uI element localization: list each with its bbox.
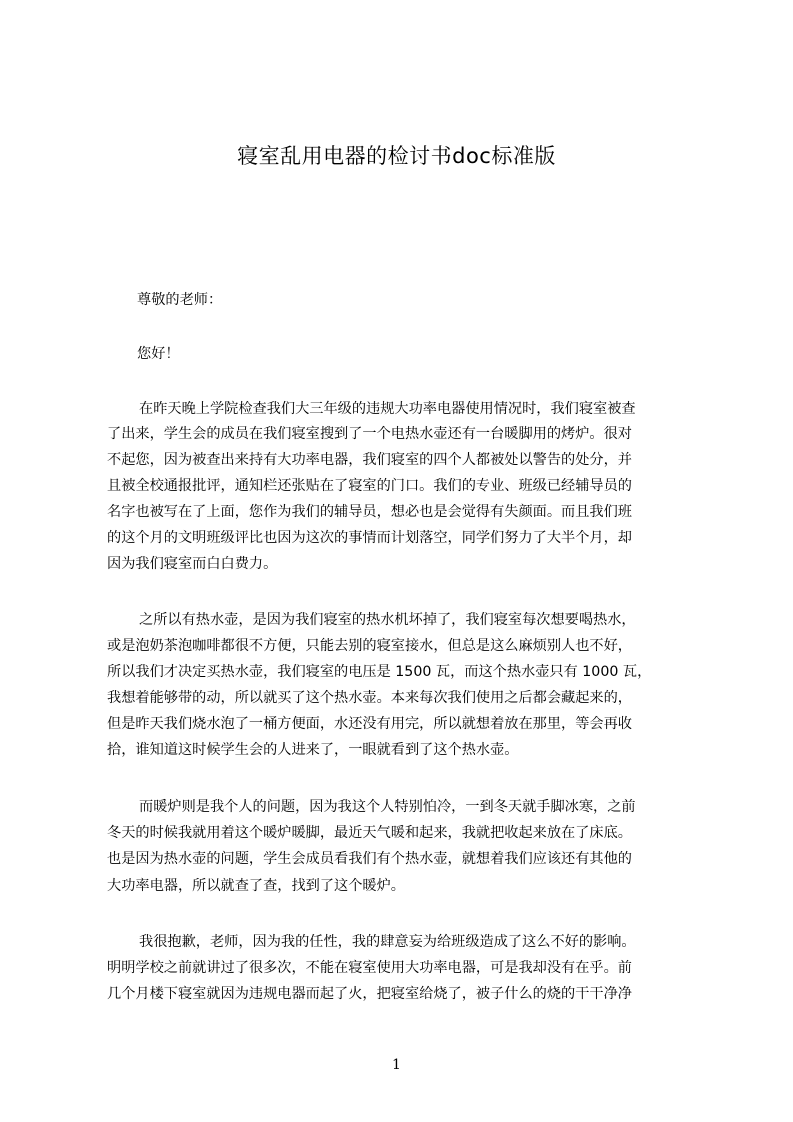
paragraph-line: 我想着能够带的动，所以就买了这个热水壶。本来每次我们使用之后都会藏起来的， [107,690,632,706]
paragraph-line: 名字也被写在了上面，您作为我们的辅导员，想必也是会觉得有失颜面。而且我们班 [107,504,632,520]
paragraph-line: 而暖炉则是我个人的问题，因为我这个人特别怕冷，一到冬天就手脚冰寒，之前 [139,799,636,815]
document-title: 寝室乱用电器的检讨书doc标准版 [237,144,556,168]
paragraph-line: 冬天的时候我就用着这个暖炉暖脚，最近天气暖和起来，我就把收起来放在了床底。 [107,825,632,841]
paragraph-line: 我很抱歉，老师，因为我的任性，我的肆意妄为给班级造成了这么不好的影响。 [139,934,636,950]
paragraph-line: 大功率电器，所以就查了查，找到了这个暖炉。 [107,878,405,894]
paragraph-line: 了出来，学生会的成员在我们寝室搜到了一个电热水壶还有一台暖脚用的烤炉。很对 [107,426,632,442]
paragraph-line: 拾，谁知道这时候学生会的人进来了，一眼就看到了这个热水壶。 [107,742,519,758]
paragraph-line: 因为我们寝室而白白费力。 [107,556,278,572]
paragraph-line: 但是昨天我们烧水泡了一桶方便面，水还没有用完，所以就想着放在那里，等会再收 [107,716,632,732]
paragraph-line: 在昨天晚上学院检查我们大三年级的违规大功率电器使用情况时，我们寝室被查 [139,401,636,417]
paragraph-line: 明明学校之前就讲过了很多次，不能在寝室使用大功率电器，可是我却没有在乎。前 [107,960,632,976]
greeting: 您好！ [137,346,180,362]
paragraph-line: 或是泡奶茶泡咖啡都很不方便，只能去别的寝室接水，但总是这么麻烦别人也不好， [107,638,632,654]
page-number: 1 [392,1057,401,1073]
salutation: 尊敬的老师： [137,292,223,308]
paragraph-line: 也是因为热水壶的问题，学生会成员看我们有个热水壶，就想着我们应该还有其他的 [107,851,632,867]
paragraph-line: 几个月楼下寝室就因为违规电器而起了火，把寝室给烧了，被子什么的烧的干干净净 [107,986,632,1002]
paragraph-line: 且被全校通报批评，通知栏还张贴在了寝室的门口。我们的专业、班级已经辅导员的 [107,478,632,494]
paragraph-line: 的这个月的文明班级评比也因为这次的事情而计划落空，同学们努力了大半个月，却 [107,530,632,546]
paragraph-line: 之所以有热水壶，是因为我们寝室的热水机坏掉了，我们寝室每次想要喝热水， [139,612,636,628]
paragraph-line: 所以我们才决定买热水壶，我们寝室的电压是 1500 瓦，而这个热水壶只有 1000 瓦， [107,664,652,680]
paragraph-line: 不起您，因为被查出来持有大功率电器，我们寝室的四个人都被处以警告的处分，并 [107,452,632,468]
